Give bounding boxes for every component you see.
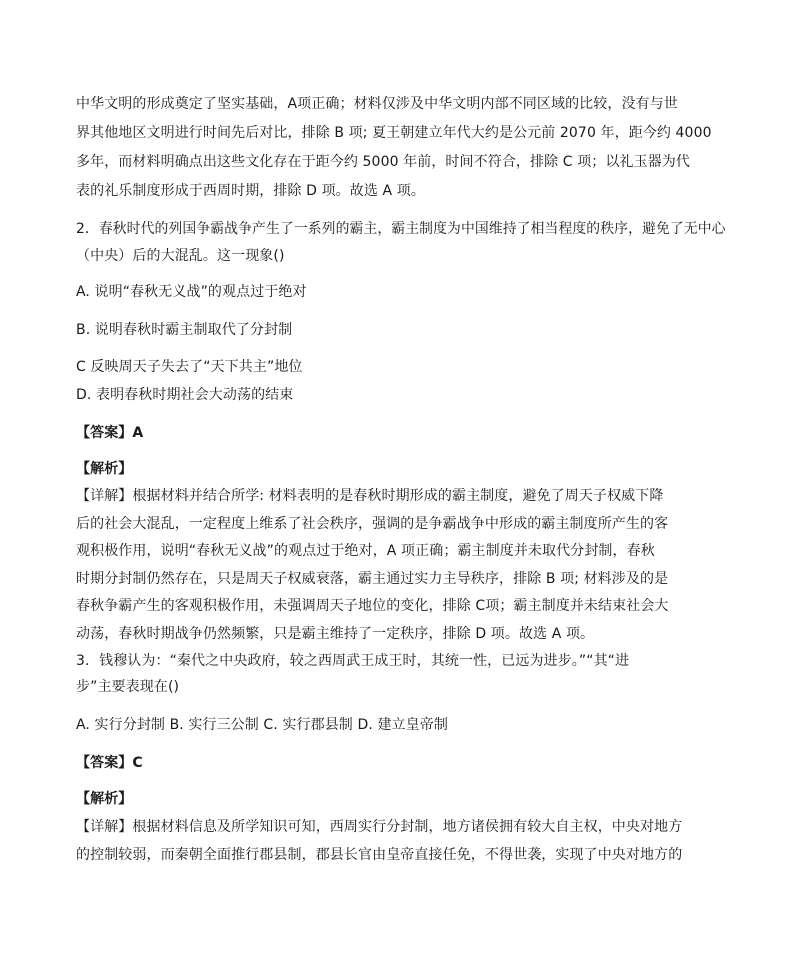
q1-explanation-line: 中华文明的形成奠定了坚实基础，A项正确；材料仅涉及中华文明内部不同区域的比较，没有与世 — [76, 96, 678, 112]
q2-analysis-heading: 【解析】 — [76, 461, 133, 477]
q3-options: A. 实行分封制 B. 实行三公制 C. 实行郡县制 D. 建立皇帝制 — [76, 717, 448, 733]
q3-detail-line: 的控制较弱，而秦朝全面推行郡县制，郡县长官由皇帝直接任免，不得世袭，实现了中央对地方的 — [76, 847, 683, 863]
q1-explanation-line: 表的礼乐制度形成于西周时期，排除 D 项。故选 A 项。 — [76, 183, 425, 199]
q2-stem-line: （中央）后的大混乱。这一现象() — [76, 248, 285, 264]
q2-detail-line: 时期分封制仍然存在，只是周天子权威衰落，霸主通过实力主导秩序，排除 B 项; 材料涉及的是 — [76, 571, 669, 587]
q2-detail-line: 【详解】根据材料并结合所学: 材料表明的是春秋时期形成的霸主制度，避免了周天子权威下降 — [76, 488, 664, 504]
q2-detail-line: 后的社会大混乱，一定程度上维系了社会秩序，强调的是争霸战争中形成的霸主制度所产生的客 — [76, 516, 669, 532]
q3-answer: 【答案】C — [76, 755, 143, 771]
q2-stem-line: 2．春秋时代的列国争霸战争产生了一系列的霸主，霸主制度为中国维持了相当程度的秩序，避免了无中心 — [76, 221, 726, 237]
q3-detail-line: 【详解】根据材料信息及所学知识可知，西周实行分封制，地方诸侯拥有较大自主权，中央对地方 — [76, 819, 683, 835]
q2-option-a: A. 说明“春秋无义战”的观点过于绝对 — [76, 284, 307, 300]
q2-option-d: D. 表明春秋时期社会大动荡的结束 — [76, 387, 294, 403]
q2-option-b: B. 说明春秋时霸主制取代了分封制 — [76, 322, 293, 338]
q2-option-c: C 反映周天子失去了“天下共主”地位 — [76, 359, 303, 375]
q1-explanation-line: 界其他地区文明进行时间先后对比，排除 B 项; 夏王朝建立年代大约是公元前 2070 年，距今约 4000 — [76, 125, 712, 141]
q3-stem-line: 步”主要表现在() — [76, 679, 180, 695]
q2-detail-line: 动荡，春秋时期战争仍然频繁，只是霸主维持了一定秩序，排除 D 项。故选 A 项。 — [76, 626, 595, 642]
q3-stem-line: 3．钱穆认为：“秦代之中央政府，较之西周武王成王时，其统一性，已远为进步。”“其“进 — [76, 653, 630, 669]
q3-analysis-heading: 【解析】 — [76, 791, 133, 807]
q2-detail-line: 春秋争霸产生的客观积极作用，未强调周天子地位的变化，排除 C项；霸主制度并未结束社会大 — [76, 598, 669, 614]
q1-explanation-line: 多年，而材料明确点出这些文化存在于距今约 5000 年前，时间不符合，排除 C 项；以礼玉器为代 — [76, 154, 691, 170]
q2-answer: 【答案】A — [76, 425, 144, 441]
q2-detail-line: 观积极作用，说明“春秋无义战”的观点过于绝对，A 项正确；霸主制度并未取代分封制，春秋 — [76, 543, 655, 559]
